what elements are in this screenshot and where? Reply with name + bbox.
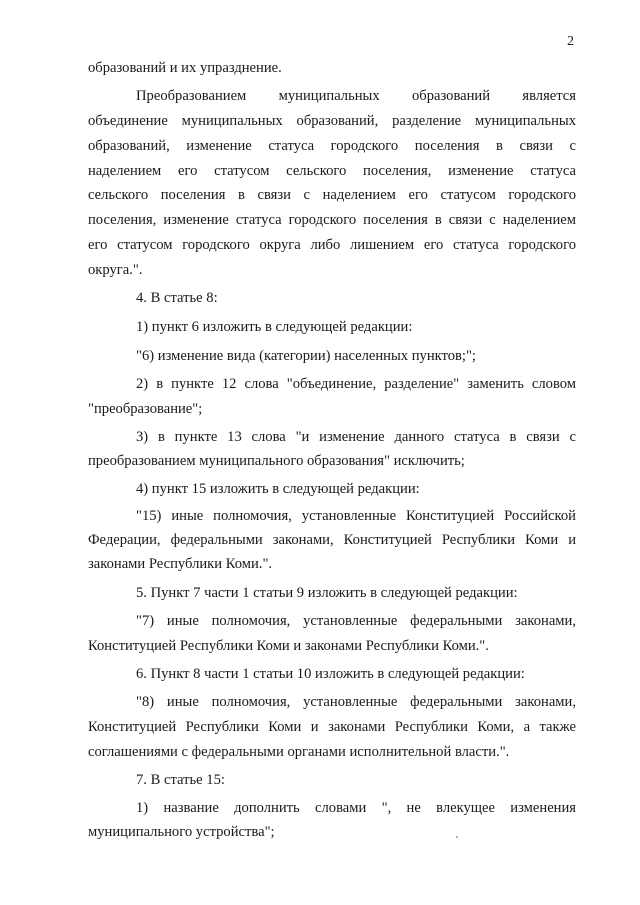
text-line: преобразованием муниципального образования" исключить; — [88, 453, 465, 469]
text-line: "8) иные полномочия, установленные федеральными законами, — [136, 694, 576, 710]
text-line: Конституцией Республики Коми и законами Республики Коми, а также — [88, 719, 576, 735]
text-line: его статусом городского округа либо лишением его статуса городского — [88, 237, 576, 253]
text-line: сельского поселения в связи с наделением его статусом городского — [88, 187, 576, 203]
scan-speck — [456, 836, 458, 838]
text-line: поселения, изменение статуса городского поселения в связи с наделением — [88, 212, 576, 228]
page-number: 2 — [567, 34, 574, 49]
text-line: образований, изменение статуса городского поселения в связи с — [88, 138, 576, 154]
text-line: образований и их упразднение. — [88, 60, 282, 76]
text-line: "7) иные полномочия, установленные федеральными законами, — [136, 613, 576, 629]
text-line: 6. Пункт 8 части 1 статьи 10 изложить в следующей редакции: — [136, 666, 525, 682]
text-line: соглашениями с федеральными органами исполнительной власти.". — [88, 744, 510, 760]
text-line: 1) пункт 6 изложить в следующей редакции: — [136, 319, 413, 335]
text-line: законами Республики Коми.". — [88, 556, 273, 572]
text-line: 2) в пункте 12 слова "объединение, разделение" заменить словом — [136, 376, 576, 392]
text-line: Конституцией Республики Коми и законами Республики Коми.". — [88, 638, 489, 654]
text-line: "6) изменение вида (категории) населенных пунктов;"; — [136, 348, 476, 364]
section-heading: 4. В статье 8: — [136, 290, 218, 306]
text-line: "15) иные полномочия, установленные Конституцией Российской — [136, 508, 576, 524]
text-line: округа.". — [88, 262, 143, 278]
text-line: "преобразование"; — [88, 401, 203, 417]
section-heading: 7. В статье 15: — [136, 772, 225, 788]
text-line: 3) в пункте 13 слова "и изменение данного статуса в связи с — [136, 429, 576, 445]
text-line: 1) название дополнить словами ", не влекущее изменения — [136, 800, 576, 816]
text-line: муниципального устройства"; — [88, 824, 275, 840]
text-line: 4) пункт 15 изложить в следующей редакции: — [136, 481, 420, 497]
text-line: объединение муниципальных образований, разделение муниципальных — [88, 113, 576, 129]
text-line: наделением его статусом сельского поселения, изменение статуса — [88, 163, 576, 179]
text-line: 5. Пункт 7 части 1 статьи 9 изложить в следующей редакции: — [136, 585, 518, 601]
text-line: Федерации, федеральными законами, Конституцией Республики Коми и — [88, 532, 576, 548]
text-line: Преобразованием муниципальных образований является — [136, 88, 576, 104]
